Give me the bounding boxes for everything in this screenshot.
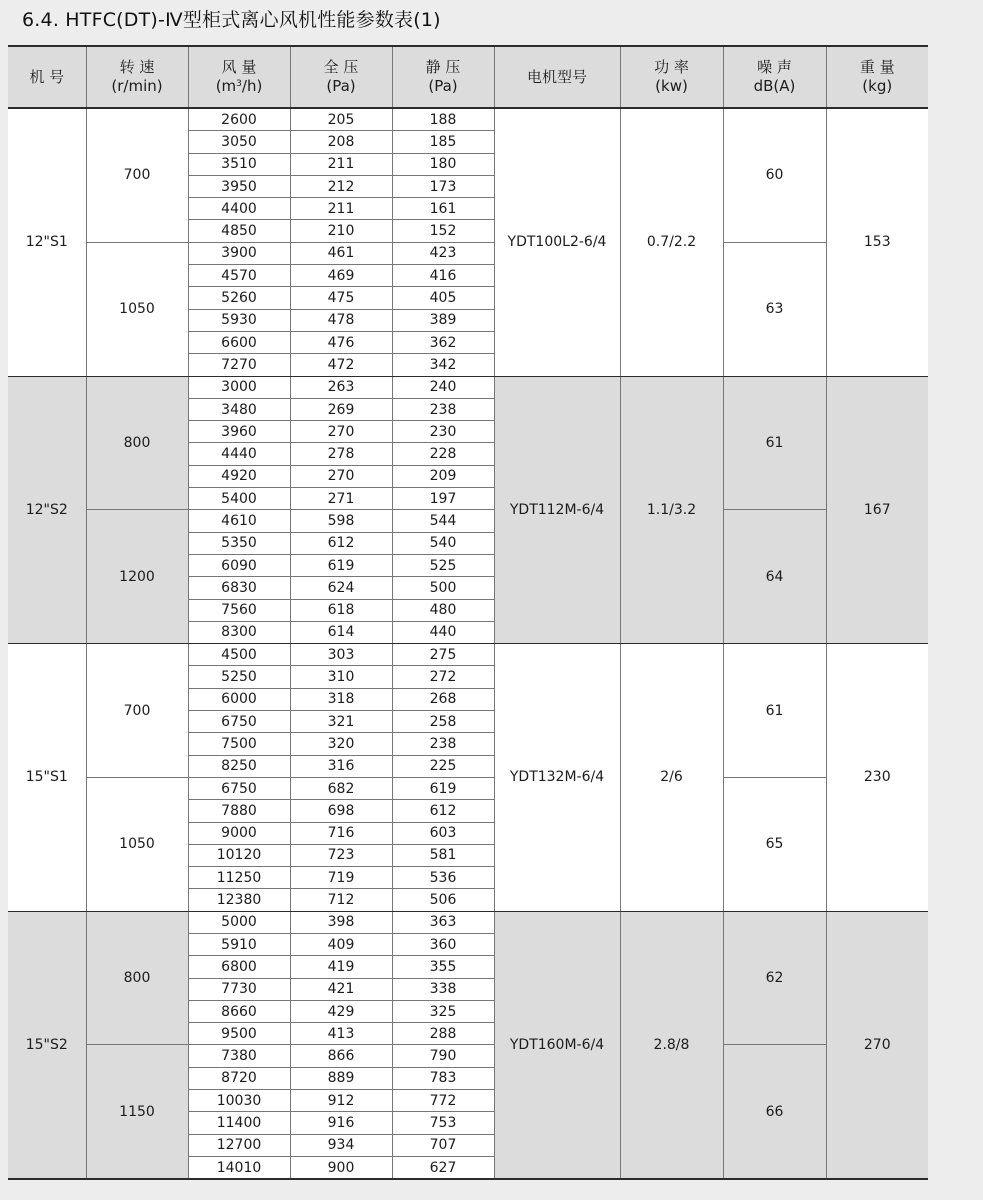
flow-cell: 3960	[188, 421, 290, 443]
static-pressure-cell: 288	[392, 1023, 494, 1045]
static-pressure-cell: 619	[392, 777, 494, 799]
total-pressure-cell: 916	[290, 1112, 392, 1134]
flow-cell: 5910	[188, 933, 290, 955]
total-pressure-cell: 866	[290, 1045, 392, 1067]
static-pressure-cell: 342	[392, 354, 494, 376]
flow-cell: 6090	[188, 554, 290, 576]
noise-cell: 65	[723, 777, 826, 911]
total-pressure-cell: 409	[290, 933, 392, 955]
total-pressure-cell: 612	[290, 532, 392, 554]
header-power-name: 功 率	[654, 58, 689, 76]
page-title: 6.4. HTFC(DT)-Ⅳ型柜式离心风机性能参数表(1)	[22, 9, 441, 31]
total-pressure-cell: 889	[290, 1067, 392, 1089]
motor-cell: YDT132M-6/4	[494, 644, 620, 912]
static-pressure-cell: 268	[392, 688, 494, 710]
static-pressure-cell: 185	[392, 131, 494, 153]
model-group	[8, 644, 928, 912]
static-pressure-cell: 440	[392, 621, 494, 643]
table-row	[8, 242, 928, 264]
flow-cell: 7380	[188, 1045, 290, 1067]
table-row	[8, 510, 928, 532]
model-group	[8, 108, 928, 376]
table-row	[8, 1045, 928, 1067]
total-pressure-cell: 698	[290, 800, 392, 822]
weight-cell: 167	[826, 376, 928, 644]
header-static-pressure-name: 静 压	[425, 58, 461, 76]
flow-cell: 11250	[188, 867, 290, 889]
header-flow	[188, 47, 290, 108]
header-weight	[826, 47, 928, 108]
static-pressure-cell: 506	[392, 889, 494, 911]
flow-cell: 7560	[188, 599, 290, 621]
speed-cell: 800	[86, 376, 188, 510]
flow-cell: 4500	[188, 644, 290, 666]
flow-cell: 6000	[188, 688, 290, 710]
static-pressure-cell: 238	[392, 398, 494, 420]
total-pressure-cell: 270	[290, 465, 392, 487]
speed-cell: 1150	[86, 1045, 188, 1179]
speed-cell: 1050	[86, 242, 188, 376]
performance-table-container	[8, 45, 928, 1180]
speed-cell: 800	[86, 911, 188, 1045]
header-row	[8, 47, 928, 108]
total-pressure-cell: 303	[290, 644, 392, 666]
total-pressure-cell: 618	[290, 599, 392, 621]
flow-cell: 5400	[188, 488, 290, 510]
static-pressure-cell: 258	[392, 711, 494, 733]
header-noise-name: 噪 声	[757, 58, 792, 76]
header-flow-unit	[216, 77, 263, 95]
flow-cell: 3000	[188, 376, 290, 398]
power-cell: 2/6	[620, 644, 723, 912]
table-row	[8, 108, 928, 131]
flow-cell: 5930	[188, 309, 290, 331]
flow-cell: 14010	[188, 1156, 290, 1178]
header-power	[620, 47, 723, 108]
static-pressure-cell: 209	[392, 465, 494, 487]
total-pressure-cell: 723	[290, 844, 392, 866]
static-pressure-cell: 540	[392, 532, 494, 554]
total-pressure-cell: 469	[290, 265, 392, 287]
model-group	[8, 376, 928, 644]
total-pressure-cell: 270	[290, 421, 392, 443]
static-pressure-cell: 188	[392, 108, 494, 131]
static-pressure-cell: 363	[392, 911, 494, 933]
total-pressure-cell: 212	[290, 175, 392, 197]
total-pressure-cell: 310	[290, 666, 392, 688]
total-pressure-cell: 278	[290, 443, 392, 465]
header-power-unit: (kw)	[655, 77, 688, 95]
total-pressure-cell: 210	[290, 220, 392, 242]
total-pressure-cell: 461	[290, 242, 392, 264]
noise-cell: 60	[723, 108, 826, 242]
header-total-pressure-name: 全 压	[323, 58, 359, 76]
header-model-name: 机 号	[29, 67, 65, 86]
flow-cell: 12380	[188, 889, 290, 911]
flow-cell: 5250	[188, 666, 290, 688]
noise-cell: 62	[723, 911, 826, 1045]
flow-cell: 3900	[188, 242, 290, 264]
flow-cell: 6830	[188, 577, 290, 599]
header-speed-name: 转 速	[119, 58, 155, 76]
power-cell: 2.8/8	[620, 911, 723, 1179]
static-pressure-cell: 362	[392, 331, 494, 353]
total-pressure-cell: 900	[290, 1156, 392, 1178]
static-pressure-cell: 416	[392, 265, 494, 287]
speed-cell: 1200	[86, 510, 188, 644]
static-pressure-cell: 480	[392, 599, 494, 621]
static-pressure-cell: 325	[392, 1000, 494, 1022]
motor-cell: YDT100L2-6/4	[494, 108, 620, 376]
static-pressure-cell: 525	[392, 554, 494, 576]
static-pressure-cell: 627	[392, 1156, 494, 1178]
static-pressure-cell: 612	[392, 800, 494, 822]
flow-cell: 6800	[188, 956, 290, 978]
speed-cell: 700	[86, 644, 188, 778]
static-pressure-cell: 275	[392, 644, 494, 666]
flow-cell: 12700	[188, 1134, 290, 1156]
static-pressure-cell: 197	[392, 488, 494, 510]
total-pressure-cell: 598	[290, 510, 392, 532]
flow-cell: 4920	[188, 465, 290, 487]
header-speed-unit: (r/min)	[111, 77, 163, 95]
flow-cell: 11400	[188, 1112, 290, 1134]
static-pressure-cell: 228	[392, 443, 494, 465]
header-flow-name: 风 量	[221, 58, 257, 76]
total-pressure-cell: 624	[290, 577, 392, 599]
flow-cell: 4570	[188, 265, 290, 287]
header-motor-name: 电机型号	[526, 67, 587, 86]
static-pressure-cell: 240	[392, 376, 494, 398]
total-pressure-cell: 205	[290, 108, 392, 131]
speed-cell: 700	[86, 108, 188, 242]
static-pressure-cell: 772	[392, 1090, 494, 1112]
flow-cell: 6750	[188, 777, 290, 799]
total-pressure-cell: 211	[290, 198, 392, 220]
static-pressure-cell: 405	[392, 287, 494, 309]
flow-cell: 3050	[188, 131, 290, 153]
header-motor	[494, 47, 620, 108]
total-pressure-cell: 476	[290, 331, 392, 353]
flow-cell: 4610	[188, 510, 290, 532]
flow-cell: 10120	[188, 844, 290, 866]
total-pressure-cell: 318	[290, 688, 392, 710]
noise-cell: 64	[723, 510, 826, 644]
flow-cell: 7730	[188, 978, 290, 1000]
total-pressure-cell: 269	[290, 398, 392, 420]
flow-cell: 4850	[188, 220, 290, 242]
flow-cell: 8660	[188, 1000, 290, 1022]
static-pressure-cell: 389	[392, 309, 494, 331]
total-pressure-cell: 208	[290, 131, 392, 153]
static-pressure-cell: 173	[392, 175, 494, 197]
total-pressure-cell: 619	[290, 554, 392, 576]
total-pressure-cell: 716	[290, 822, 392, 844]
static-pressure-cell: 152	[392, 220, 494, 242]
flow-cell: 7270	[188, 354, 290, 376]
total-pressure-cell: 419	[290, 956, 392, 978]
motor-cell: YDT160M-6/4	[494, 911, 620, 1179]
header-noise	[723, 47, 826, 108]
flow-cell: 10030	[188, 1090, 290, 1112]
model-cell: 12"S2	[8, 376, 86, 644]
flow-cell: 6600	[188, 331, 290, 353]
total-pressure-cell: 263	[290, 376, 392, 398]
model-group	[8, 911, 928, 1179]
table-row	[8, 376, 928, 398]
flow-cell: 9000	[188, 822, 290, 844]
noise-cell: 61	[723, 376, 826, 510]
total-pressure-cell: 413	[290, 1023, 392, 1045]
static-pressure-cell: 753	[392, 1112, 494, 1134]
total-pressure-cell: 912	[290, 1090, 392, 1112]
weight-cell: 230	[826, 644, 928, 912]
static-pressure-cell: 500	[392, 577, 494, 599]
flow-cell: 8250	[188, 755, 290, 777]
total-pressure-cell: 719	[290, 867, 392, 889]
noise-cell: 66	[723, 1045, 826, 1179]
static-pressure-cell: 707	[392, 1134, 494, 1156]
flow-cell: 7500	[188, 733, 290, 755]
static-pressure-cell: 225	[392, 755, 494, 777]
total-pressure-cell: 271	[290, 488, 392, 510]
speed-cell: 1050	[86, 777, 188, 911]
flow-cell: 3950	[188, 175, 290, 197]
flow-cell: 3510	[188, 153, 290, 175]
flow-cell: 2600	[188, 108, 290, 131]
model-cell: 15"S2	[8, 911, 86, 1179]
total-pressure-cell: 398	[290, 911, 392, 933]
total-pressure-cell: 316	[290, 755, 392, 777]
static-pressure-cell: 238	[392, 733, 494, 755]
noise-cell: 61	[723, 644, 826, 778]
total-pressure-cell: 472	[290, 354, 392, 376]
total-pressure-cell: 320	[290, 733, 392, 755]
static-pressure-cell: 272	[392, 666, 494, 688]
flow-cell: 5350	[188, 532, 290, 554]
table-row	[8, 777, 928, 799]
flow-cell: 8720	[188, 1067, 290, 1089]
total-pressure-cell: 614	[290, 621, 392, 643]
static-pressure-cell: 360	[392, 933, 494, 955]
header-total-pressure-unit: (Pa)	[326, 77, 356, 95]
header-noise-unit: dB(A)	[753, 77, 796, 95]
total-pressure-cell: 712	[290, 889, 392, 911]
total-pressure-cell: 478	[290, 309, 392, 331]
header-weight-name: 重 量	[859, 58, 895, 76]
static-pressure-cell: 790	[392, 1045, 494, 1067]
model-cell: 15"S1	[8, 644, 86, 912]
header-static-pressure-unit: (Pa)	[428, 77, 458, 95]
flow-cell: 4440	[188, 443, 290, 465]
weight-cell: 153	[826, 108, 928, 376]
weight-cell: 270	[826, 911, 928, 1179]
flow-cell: 3480	[188, 398, 290, 420]
static-pressure-cell: 161	[392, 198, 494, 220]
power-cell: 0.7/2.2	[620, 108, 723, 376]
static-pressure-cell: 180	[392, 153, 494, 175]
static-pressure-cell: 544	[392, 510, 494, 532]
total-pressure-cell: 682	[290, 777, 392, 799]
table-row	[8, 911, 928, 933]
header-static-pressure	[392, 47, 494, 108]
static-pressure-cell: 536	[392, 867, 494, 889]
static-pressure-cell: 783	[392, 1067, 494, 1089]
header-flow-unit-sup: 3	[236, 79, 242, 89]
noise-cell: 63	[723, 242, 826, 376]
motor-cell: YDT112M-6/4	[494, 376, 620, 644]
header-total-pressure	[290, 47, 392, 108]
total-pressure-cell: 429	[290, 1000, 392, 1022]
header-flow-unit-post: /h)	[241, 77, 263, 95]
flow-cell: 8300	[188, 621, 290, 643]
power-cell: 1.1/3.2	[620, 376, 723, 644]
flow-cell: 9500	[188, 1023, 290, 1045]
header-speed	[86, 47, 188, 108]
header-model	[8, 47, 86, 108]
flow-cell: 5260	[188, 287, 290, 309]
total-pressure-cell: 475	[290, 287, 392, 309]
table-row	[8, 644, 928, 666]
model-cell: 12"S1	[8, 108, 86, 376]
static-pressure-cell: 603	[392, 822, 494, 844]
header-flow-unit-pre: (m	[215, 77, 237, 95]
flow-cell: 5000	[188, 911, 290, 933]
static-pressure-cell: 230	[392, 421, 494, 443]
static-pressure-cell: 423	[392, 242, 494, 264]
static-pressure-cell: 355	[392, 956, 494, 978]
header-weight-unit: (kg)	[862, 77, 893, 95]
flow-cell: 6750	[188, 711, 290, 733]
flow-cell: 4400	[188, 198, 290, 220]
total-pressure-cell: 934	[290, 1134, 392, 1156]
flow-cell: 7880	[188, 800, 290, 822]
static-pressure-cell: 581	[392, 844, 494, 866]
total-pressure-cell: 321	[290, 711, 392, 733]
performance-table	[8, 47, 928, 1179]
total-pressure-cell: 421	[290, 978, 392, 1000]
total-pressure-cell: 211	[290, 153, 392, 175]
static-pressure-cell: 338	[392, 978, 494, 1000]
